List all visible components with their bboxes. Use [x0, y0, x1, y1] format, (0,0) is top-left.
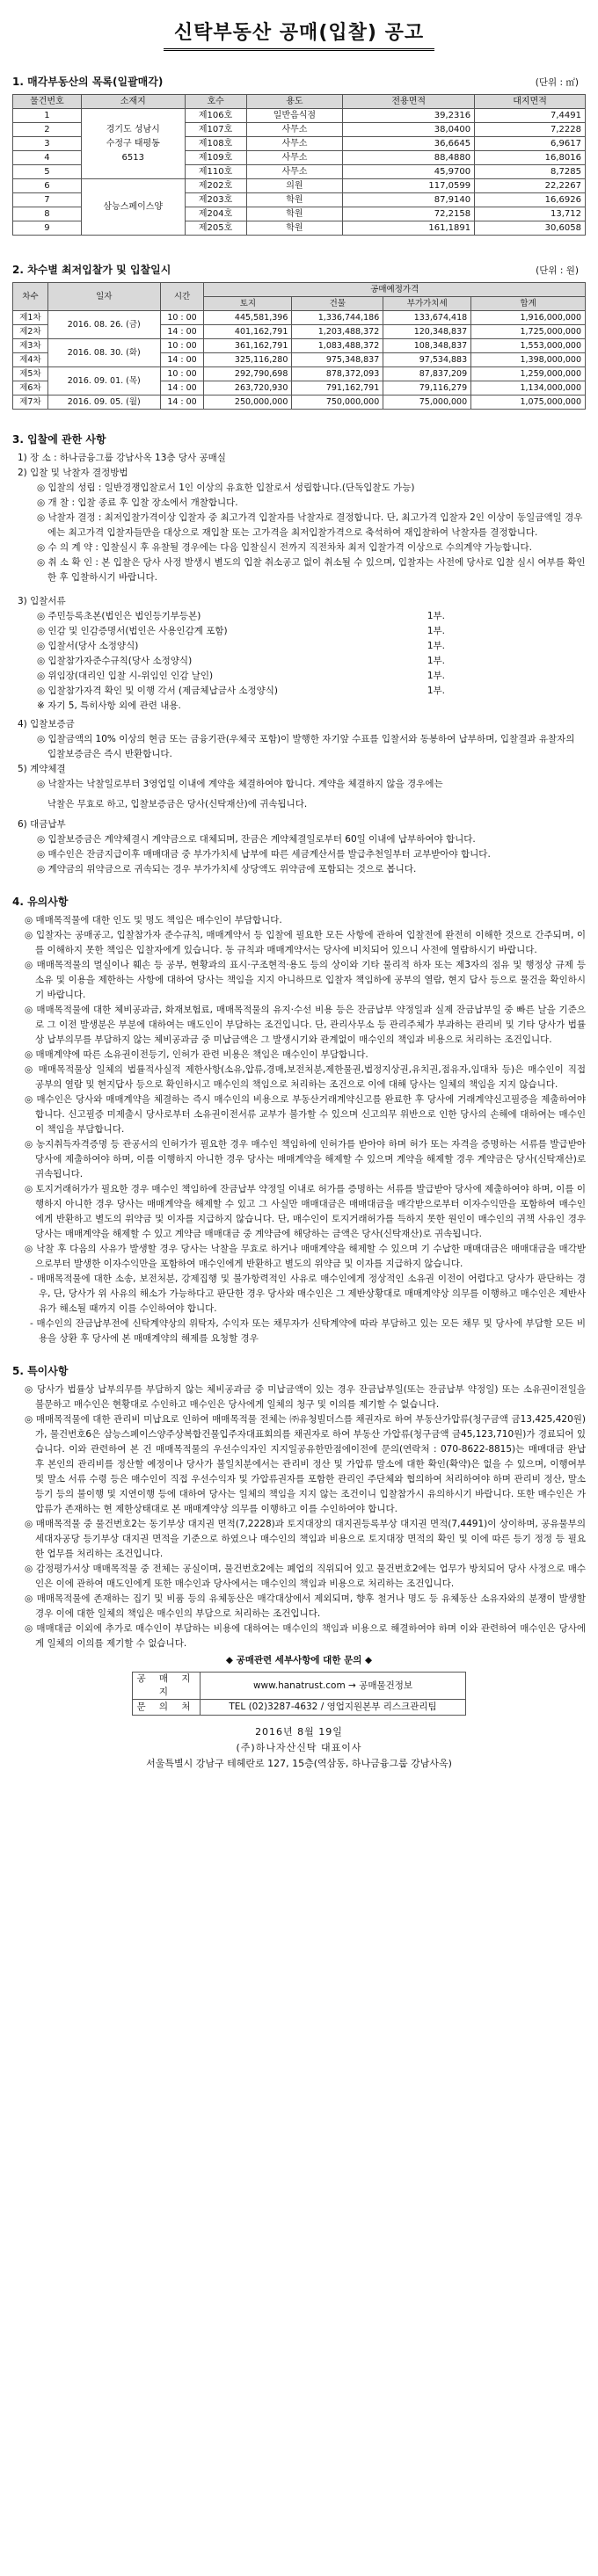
doc-item	[37, 684, 445, 699]
special-item: ◎ 매매대금 이외에 추가로 매수인이 부담하는 비용에 대하여는 매수인의 책임과 비용으로 해결하여야 하며 이와 관련하여 매수인은 당사에게 일체의 이의를 제기할 수 없습니다.	[25, 1623, 586, 1649]
doc-count: 1부.	[427, 641, 445, 651]
cell: 1	[13, 109, 82, 123]
cell: 8	[13, 207, 82, 221]
cell: 제7차	[13, 395, 48, 410]
method-item: ◎ 낙찰자 결정 : 최저입찰가격이상 입찰자 중 최고가격 입찰자를 낙찰자로 결정합니다. 단, 최고가격 입찰자 2인 이상이 동일금액일 경우에는 최고가격 입찰자들만을 대상으로 재입찰 또는 고가격을 최저입찰가격으로 축석하여 재입찰하여 낙찰자를 결정합니다.	[37, 512, 583, 538]
table-row	[13, 339, 586, 353]
cell: 87,9140	[343, 193, 475, 207]
cell: 45,9700	[343, 165, 475, 179]
cell: 14 : 00	[160, 353, 204, 367]
cell: 1,203,488,372	[292, 325, 383, 339]
cell: 학원	[246, 193, 343, 207]
cell: 제205호	[185, 221, 246, 236]
cell: 제4차	[13, 353, 48, 367]
caution-item: ◎ 매매계약에 따른 소유권이전등기, 인허가 관련 비용은 책임은 매수인이 부담합니다.	[25, 1049, 368, 1060]
doc-name: ◎ 주민등록초본(법인은 법인등기부등본)	[37, 611, 201, 621]
cell: 14 : 00	[160, 381, 204, 395]
cell: 4	[13, 151, 82, 165]
cell: 학원	[246, 207, 343, 221]
cell: 일반음식점	[246, 109, 343, 123]
cell: 750,000,000	[292, 395, 383, 410]
cell: 제1차	[13, 311, 48, 325]
caution-item: ◎ 낙찰 후 다음의 사유가 발생할 경우 당사는 낙찰을 무효로 하거나 매매계약을 해제할 수 있으며 기 수납한 매매대금은 매매대금을 매각받으로부터 발생한 이자수익만을 포함하여 매수인에게 반환하고 별도의 위약금 및 이자를 지급하지 않습니다.	[25, 1244, 586, 1269]
cell: 117,0599	[343, 179, 475, 193]
cell: 791,162,791	[292, 381, 383, 395]
location-line: 6513	[121, 152, 144, 163]
section2-header	[12, 262, 586, 277]
cell: 88,4880	[343, 151, 475, 165]
caution-item: ◎ 매매목적물에 대한 인도 및 명도 책임은 매수인이 부담합니다.	[25, 915, 282, 925]
contact-table	[132, 1672, 466, 1716]
cell: 401,162,791	[204, 325, 292, 339]
header-cell: 소재지	[81, 95, 185, 109]
header-cell: 용도	[246, 95, 343, 109]
special-item: ◎ 매매목적물에 존재하는 집기 및 비품 등의 유체동산은 매각대상에서 제외되며, 향후 철거나 명도 등 유체동산 소유자와의 분쟁이 발생할 경우 이에 대한 일체의 책임은 매수인의 부담으로 처리하는 조건입니다.	[25, 1593, 586, 1619]
caution-item: ◎ 매매목적물의 멸실이나 훼손 등 공부, 현황과의 표시·구조현적·용도 등의 상이와 기타 물리적 하자 또는 제3자의 점유 및 행정상 규제 등 소유 및 이용을 제한하는 사항에 대하여 당사는 책임을 지지 아니하므로 입찰자 책임하에 공부의 열람, 현지 답사 등으로 물건을 확인하시기 바랍니다.	[25, 960, 586, 1000]
table-row	[133, 1673, 466, 1700]
section1-header	[12, 74, 586, 89]
payment-item: ◎ 매수인은 잔금지급이후 매매대금 중 부가가치세 납부에 따른 세금계산서를 발급추천일부터 교부받아야 합니다.	[37, 849, 491, 860]
cell: 13,712	[475, 207, 586, 221]
payment-item: ◎ 입찰보증금은 계약체결시 계약금으로 대체되며, 잔금은 계약체결일로부터 60일 이내에 납부하여야 합니다.	[37, 834, 476, 845]
cell: 325,116,280	[204, 353, 292, 367]
cell: 7,2228	[475, 123, 586, 137]
date-cell: 2016. 08. 26. (금)	[47, 311, 160, 339]
special-item: ◎ 당사가 법률상 납부의무를 부담하지 않는 체비공과금 중 미납금액이 있는 경우 잔금납부일(또는 잔금납부 약정일) 또는 소유권이전일을 불문하고 매수인은 현황대로 수인하고 매수인은 당사에게 일체의 청구 및 이의를 제기할 수 없습니다.	[25, 1384, 586, 1410]
cell: 제110호	[185, 165, 246, 179]
cell: 제107호	[185, 123, 246, 137]
contract-text-2: 낙찰은 무효로 하고, 입찰보증금은 당사(신탁재산)에 귀속됩니다.	[47, 799, 308, 809]
location-line: 경기도 성남시	[106, 124, 160, 134]
section1-title: 1. 매각부동산의 목록(일괄매각)	[12, 76, 164, 88]
cell: 6	[13, 179, 82, 193]
cell: 1,553,000,000	[471, 339, 586, 353]
cell: 1,083,488,372	[292, 339, 383, 353]
cell: 72,2158	[343, 207, 475, 221]
method-item: ◎ 입찰의 성립 : 일반경쟁입찰로서 1인 이상의 유효한 입찰로서 성립합니다.(단독입찰도 가능)	[37, 483, 415, 493]
section2-title: 2. 차수별 최저입찰가 및 입찰일시	[12, 264, 171, 276]
docs-note: ※ 자기 5, 특히사항 외에 관련 내용.	[37, 700, 181, 711]
cell: 1,398,000,000	[471, 353, 586, 367]
cell: 263,720,930	[204, 381, 292, 395]
company-address: 서울특별시 강남구 테헤란로 127, 15층(역삼동, 하나금융그룹 강남사옥)	[146, 1758, 452, 1769]
cell: 16,6926	[475, 193, 586, 207]
doc-count: 1부.	[427, 611, 445, 621]
method-item: ◎ 개 찰 : 입찰 종료 후 입찰 장소에서 개찰합니다.	[37, 497, 238, 508]
section4-title: 4. 유의사항	[12, 896, 69, 908]
cell: 제3차	[13, 339, 48, 353]
header-cell: 시간	[160, 283, 204, 311]
doc-name: ◎ 입찰서(당사 소정양식)	[37, 641, 139, 651]
cell: 10 : 00	[160, 339, 204, 353]
contact-phone: TEL (02)3287-4632 / 영업지원본부 리스크관리팀	[201, 1700, 466, 1716]
cell: 1,725,000,000	[471, 325, 586, 339]
cell: 14 : 00	[160, 325, 204, 339]
doc-item	[37, 669, 445, 684]
doc-name: ◎ 위임장(대리인 입찰 시-위임인 인감 날인)	[37, 671, 214, 681]
cell: 161,1891	[343, 221, 475, 236]
cell: 1,075,000,000	[471, 395, 586, 410]
cell: 14 : 00	[160, 395, 204, 410]
page-title: 신탁부동산 공매(입찰) 공고	[164, 18, 434, 51]
doc-count: 1부.	[427, 686, 445, 696]
header-cell: 차수	[13, 283, 48, 311]
caution-subitem: - 매수인의 잔금납부전에 신탁계약상의 위탁자, 수익자 또는 채무자가 신탁계약에 따라 부담하고 있는 모든 채무 및 당사에 부담할 모든 비용을 상환 후 당사에 본 매매계약의 해제를 요청할 경우	[30, 1318, 586, 1344]
caution-item: ◎ 매수인은 당사와 매매계약을 체결하는 즉시 매수인의 비용으로 부동산거래계약신고를 완료한 후 당사에 거래계약신고필증을 제출하여야 합니다. 신고필증 미제출시 당사로부터 소유권이전서류 교부가 불가할 수 있으며 신고의무 위반으로 인한 당사의 손해에 대하여는 매수인이 책임을 부담합니다.	[25, 1094, 586, 1135]
company-name: (주)하나자산신탁 대표이사	[236, 1742, 362, 1753]
cell: 108,348,837	[383, 339, 471, 353]
cell: 38,0400	[343, 123, 475, 137]
contact-label: 문 의 처	[133, 1700, 201, 1716]
header-cell: 대지면적	[475, 95, 586, 109]
cell: 1,916,000,000	[471, 311, 586, 325]
location-line: 수정구 태평동	[106, 138, 160, 149]
cell: 제106호	[185, 109, 246, 123]
section5-title: 5. 특이사항	[12, 1365, 69, 1377]
date-cell: 2016. 08. 30. (화)	[47, 339, 160, 367]
cell: 의원	[246, 179, 343, 193]
cell: 878,372,093	[292, 367, 383, 381]
contact-website-link[interactable]: www.hanatrust.com → 공매물건정보	[201, 1673, 466, 1700]
method-item: ◎ 취 소 확 인 : 본 입찰은 당사 사정 발생시 별도의 입찰 취소공고 없이 취소될 수 있으며, 입찰자는 사전에 당사로 입찰 실시 여부를 확인한 후 입찰하시기 바랍니다.	[37, 557, 586, 583]
contact-label: 공 매 지 지	[133, 1673, 201, 1700]
cell: 292,790,698	[204, 367, 292, 381]
cell: 사무소	[246, 165, 343, 179]
special-item: ◎ 매매목적물에 대한 관리비 미납요로 인하여 매매목적물 전체는 ㈜유청빌더스를 채권자로 하여 부동산가압류(청구금액 금13,425,420원)가, 물건번호6은 삼능스페이스양주상복합건물입주자대표회의를 채권자로 하여 부동산 가압류(청구금액 금45,123,710원)가 경료되어 있습니다. 이와 관련하여 본 건 매매목적물의 우선수익자인 지지일공유한만점에이전에 문의(연락처 : 070-8622-8815)는 매매대금 완납 후 본인의 관리비를 정산할 예정이나 당사가 불일치분에서는 관리비 정산 및 가압류 말소에 대한 확인(확약)은 없을 수 있으며, 이행여부 및 말소 서류 수령 등은 매수인이 직접 우선수익자 및 가압류권자를 포함한 관리인 주단체와 협의하여 처리하여야 하며 관리비 정산, 말소 등기 등의 불이행 및 지연이행 등에 대하여 당사는 일체의 책임을 지지 않는 조건이니 입찰참가시 유의하시기 바랍니다. 또한 매수인은 가압류가 존재하는 현 제한상태대로 본 매매계약상 의무를 이행하고 이를 수인하여야 합니다.	[25, 1414, 586, 1514]
place-line: 1) 장 소 : 하나금융그룹 강남사옥 13층 당사 공매실	[18, 453, 226, 463]
cell: 5	[13, 165, 82, 179]
cell: 학원	[246, 221, 343, 236]
date-cell: 2016. 09. 05. (월)	[47, 395, 160, 410]
cell: 사무소	[246, 151, 343, 165]
location-cell	[81, 109, 185, 179]
table-row	[13, 311, 586, 325]
cell: 1,336,744,186	[292, 311, 383, 325]
date-cell: 2016. 09. 01. (목)	[47, 367, 160, 395]
header-cell: 물건번호	[13, 95, 82, 109]
cell: 120,348,837	[383, 325, 471, 339]
cell: 10 : 00	[160, 311, 204, 325]
header-cell: 호수	[185, 95, 246, 109]
cell: 3	[13, 137, 82, 151]
cell: 7	[13, 193, 82, 207]
header-cell: 일자	[47, 283, 160, 311]
deposit-text: ◎ 입찰금액의 10% 이상의 현금 또는 금융기관(우체국 포함)이 발행한 자기앞 수표를 입찰서와 동봉하여 납부하며, 입찰결과 유찰자의 입찰보증금은 즉시 반환합니다.	[37, 734, 575, 759]
header-cell: 전용면적	[343, 95, 475, 109]
cell: 10 : 00	[160, 367, 204, 381]
section1-unit: (단위 : ㎡)	[535, 77, 579, 88]
cell: 1,259,000,000	[471, 367, 586, 381]
cell: 제2차	[13, 325, 48, 339]
doc-item	[37, 639, 445, 654]
table-header-row	[13, 95, 586, 109]
doc-count: 1부.	[427, 626, 445, 636]
cell: 22,2267	[475, 179, 586, 193]
table-row	[13, 395, 586, 410]
table-header-row	[13, 283, 586, 297]
cell: 975,348,837	[292, 353, 383, 367]
table-row	[13, 367, 586, 381]
table-row	[133, 1700, 466, 1716]
cell: 제203호	[185, 193, 246, 207]
payment-heading: 6) 대금납부	[18, 819, 66, 830]
cell: 제109호	[185, 151, 246, 165]
cell: 87,837,209	[383, 367, 471, 381]
table-row	[13, 179, 586, 193]
cell: 30,6058	[475, 221, 586, 236]
deposit-heading: 4) 입찰보증금	[18, 719, 75, 729]
cell: 제5차	[13, 367, 48, 381]
contract-heading: 5) 계약체결	[18, 764, 66, 774]
caution-item: ◎ 토지거래허가가 필요한 경우 매수인 책임하에 잔금납부 약정일 이내로 허가를 증명하는 서류를 발급받아 당사에 제출하여야 하며, 이를 이행하지 아니한 경우 당사는 매매계약을 해제할 수 있고 그 사실만 매매대금은 매매대금을 매각받으로부터 이자수익만을 포함하여 매수인에게 반환하고 별도의 위약금 및 이자를 지급하지 않습니다. 단, 매수인이 토지거래허가를 득하지 못한 원인이 매수인의 귀책 사유인 경우 당사는 매매계약을 해제할 수 있고 계약금 매매대금 중 계약금에 해당하는 금액은 당사(신탁재산)로 귀속됩니다.	[25, 1184, 586, 1239]
cell: 9	[13, 221, 82, 236]
cell: 250,000,000	[204, 395, 292, 410]
cell: 79,116,279	[383, 381, 471, 395]
cell: 제204호	[185, 207, 246, 221]
cell: 8,7285	[475, 165, 586, 179]
table-row	[13, 109, 586, 123]
section3	[12, 432, 586, 877]
caution-item: ◎ 농지취득자격증명 등 관공서의 인허가가 필요한 경우 매수인 책임하에 인허가를 받아야 하며 허가 또는 자격을 증명하는 서류를 발급받아 당사에 제출하여야 하며, 이를 이행하지 아니한 경우 당사는 매매계약을 해제할 수 있으며 계약을 해제할 경우 계약금은 당사(신탁재산)로 귀속됩니다.	[25, 1139, 586, 1179]
section5	[12, 1364, 586, 1668]
cell: 사무소	[246, 123, 343, 137]
cell: 6,9617	[475, 137, 586, 151]
contract-text: ◎ 낙찰자는 낙찰일로부터 3영업일 이내에 계약을 체결하여야 합니다. 계약을 체결하지 않을 경우에는	[37, 779, 443, 789]
inquiry-notice: ◆ 공매관련 세부사항에 대한 문의 ◆	[225, 1655, 373, 1665]
cell: 39,2316	[343, 109, 475, 123]
docs-heading: 3) 입찰서류	[18, 596, 66, 606]
special-item: ◎ 매매목적물 중 물건번호2는 동기부상 대지권 면적(7,2228)과 토지대장의 대지권등록부상 대지권 면적(7,4491)이 상이하며, 공유물부의 세대자공당 등기부상 대지권 면적을 기준으로 하였으나 매수인의 책임과 비용으로 토지대장 면적의 확인 및 이에 따른 등기 정정 등 필요한 업무를 처리하는 조건입니다.	[25, 1519, 586, 1559]
cell: 36,6645	[343, 137, 475, 151]
section3-title: 3. 입찰에 관한 사항	[12, 433, 106, 446]
cell: 16,8016	[475, 151, 586, 165]
header-cell: 부가가치세	[383, 297, 471, 311]
building-name-cell: 삼능스페이스양	[81, 179, 185, 236]
cell: 445,581,396	[204, 311, 292, 325]
doc-count: 1부.	[427, 671, 445, 681]
doc-count: 1부.	[427, 656, 445, 666]
payment-item: ◎ 계약금의 위약금으로 귀속되는 경우 부가가치세 상당액도 위약금에 포함되는 것으로 봅니다.	[37, 864, 417, 874]
doc-name: ◎ 입찰참가자격 확인 및 이행 각서 (제금체납금사 소정양식)	[37, 686, 279, 696]
cell: 133,674,418	[383, 311, 471, 325]
header-cell: 공매예정가격	[204, 283, 586, 297]
special-item: ◎ 감정평가서상 매매목적물 중 전체는 공실이며, 물건번호2에는 폐업의 직위되어 있고 물건번호2에는 업무가 방치되어 당사 사정으로 매수인은 이에 관하여 매도인에게 또한 매수인과 당사에서는 매수인의 책임과 비용으로 처리하는 조건입니다.	[25, 1564, 586, 1589]
header-cell: 합계	[471, 297, 586, 311]
header-cell: 건물	[292, 297, 383, 311]
section2-unit: (단위 : 원)	[536, 265, 579, 276]
header-cell: 토지	[204, 297, 292, 311]
cell: 제202호	[185, 179, 246, 193]
section4	[12, 895, 586, 1346]
caution-item: ◎ 매매목적물상 일체의 법률적사실적 제한사항(소유,압류,경매,보전처분,제한물권,법정지상권,유치권,점유자,임대차 등)은 매수인이 직접 공부의 열람 및 현지답사 등으로 확인하시고 매수인의 책임으로 처리하는 조건으로 이에 대해 당사는 일체의 책임을 지지 않습니다.	[25, 1064, 586, 1090]
doc-name: ◎ 입찰참가자준수규칙(당사 소정양식)	[37, 656, 193, 666]
property-list-table	[12, 94, 586, 236]
cell: 361,162,791	[204, 339, 292, 353]
doc-item	[37, 609, 445, 624]
method-item: ◎ 수 의 계 약 : 입찰실시 후 유찰될 경우에는 다음 입찰실시 전까지 직전차차 최저 입찰가격 이상으로 수의계약 가능합니다.	[37, 542, 532, 553]
cell: 2	[13, 123, 82, 137]
cell: 제108호	[185, 137, 246, 151]
announcement-date: 2016년 8월 19일	[255, 1726, 343, 1738]
cell: 97,534,883	[383, 353, 471, 367]
cell: 7,4491	[475, 109, 586, 123]
method-heading: 2) 입찰 및 낙찰자 결정방법	[18, 468, 128, 478]
doc-name: ◎ 인감 및 인감증명서(법인은 사용인감계 포함)	[37, 626, 228, 636]
cell: 제6차	[13, 381, 48, 395]
doc-item	[37, 654, 445, 669]
footer	[12, 1724, 586, 1772]
caution-subitem: - 매매목적물에 대한 소송, 보전처분, 강제집행 및 불가항력적인 사유로 매수인에게 정상적인 소유권 이전이 어렵다고 당사가 판단하는 경우, 단, 당사가 위 사유의 해소가 가능하다고 판단한 경우 당사와 매수인은 그 제반상황대로 매매계약상 의무를 이행하고 매수인은 제반사유가 해소될 때까지 이를 수인하여야 합니다.	[30, 1273, 586, 1314]
bid-schedule-table	[12, 282, 586, 410]
cell: 사무소	[246, 137, 343, 151]
caution-item: ◎ 매매목적물에 대한 체비공과금, 화재보험료, 매매목적물의 유지·수선 비용 등은 잔금납부 약정일과 실제 잔금납부일 중 빠른 날을 기준으로 그 이전 발생분은 부분에 대하여는 매도인이 부담하는 조건입니다. 단, 관리사무소 등 관리주체가 부과하는 관리비 및 기타 당사가 법률상 납부의무를 부담하지 않는 체비공과금 중 미납금액은 그 발생시기와 관계없이 매수인의 책임과 비용으로 처리하는 조건입니다.	[25, 1005, 586, 1045]
doc-item	[37, 624, 445, 639]
caution-item: ◎ 입찰자는 공매공고, 입찰참가자 준수규칙, 매매계약서 등 입찰에 필요한 모든 사항에 관하여 입찰전에 완전히 이해한 것으로 간주되며, 이를 이해하지 못한 책임은 입찰자에게 있습니다. 동 규칙과 매매계약서는 당사에 비치되어 있으니 사전에 열람하시기 바랍니다.	[25, 930, 586, 955]
cell: 75,000,000	[383, 395, 471, 410]
cell: 1,134,000,000	[471, 381, 586, 395]
